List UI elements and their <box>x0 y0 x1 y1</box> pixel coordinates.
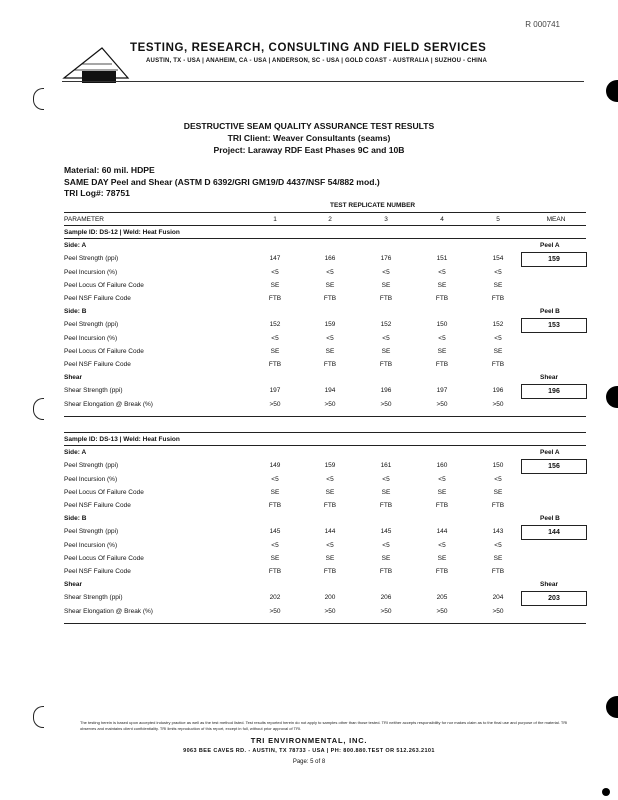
tri-log: TRI Log#: 78751 <box>64 188 130 198</box>
mean-value-box: 159 <box>521 252 587 267</box>
replicate-value: 152 <box>492 321 504 329</box>
replicate-value: FTB <box>379 295 393 302</box>
footer-company: TRI ENVIRONMENTAL, INC. <box>250 736 368 745</box>
replicate-value: 197 <box>436 387 448 395</box>
replicate-value: 176 <box>380 255 392 263</box>
parameter-name: Peel Strength (ppi) <box>64 528 119 536</box>
replicate-value: <5 <box>271 334 279 342</box>
mean-label: Peel B <box>540 308 560 316</box>
replicate-value: 159 <box>324 462 336 470</box>
mean-label: Peel B <box>540 515 560 523</box>
replicate-value: <5 <box>382 334 390 342</box>
mean-label: Shear <box>540 374 559 382</box>
parameter-name: Peel NSF Failure Code <box>64 502 131 509</box>
replicate-value: >50 <box>269 607 281 615</box>
header-rule <box>62 81 584 82</box>
binder-hole-left <box>33 398 44 420</box>
replicate-value: 145 <box>269 528 281 536</box>
parameter-name: Peel Incursion (%) <box>64 475 118 483</box>
replicate-value: <5 <box>438 334 446 342</box>
replicate-value: 149 <box>269 462 281 470</box>
replicate-value: FTB <box>379 502 393 509</box>
replicate-value: SE <box>493 488 503 496</box>
replicate-value: <5 <box>438 541 446 549</box>
replicate-value: SE <box>381 347 391 355</box>
replicate-value: SE <box>381 488 391 496</box>
replicate-value: SE <box>325 281 335 289</box>
replicate-value: <5 <box>382 475 390 483</box>
group-label: Shear <box>64 581 83 589</box>
replicate-value: 160 <box>436 462 448 470</box>
replicate-value: FTB <box>268 295 282 302</box>
replicate-value: FTB <box>323 502 337 509</box>
replicate-value: <5 <box>326 334 334 342</box>
tri-logo <box>62 44 130 84</box>
replicate-value: FTB <box>435 295 449 302</box>
replicate-value: 151 <box>436 255 448 263</box>
replicate-value: SE <box>270 554 280 562</box>
mean-label: Peel A <box>540 242 560 250</box>
replicate-value: <5 <box>271 541 279 549</box>
parameter-name: Peel Locus Of Failure Code <box>64 554 144 562</box>
binder-hole-right <box>606 386 618 408</box>
replicate-value: 206 <box>380 594 392 602</box>
replicate-value: SE <box>325 488 335 496</box>
mean-value-box: 153 <box>521 318 587 333</box>
sample-title: Sample ID: DS-13 | Weld: Heat Fusion <box>64 436 180 443</box>
replicate-value: SE <box>493 281 503 289</box>
replicate-value: FTB <box>491 502 505 509</box>
parameter-name: Peel Incursion (%) <box>64 541 118 549</box>
replicate-value: >50 <box>436 607 448 615</box>
col-header-3: 3 <box>384 216 388 223</box>
col-header-1: 1 <box>273 216 277 223</box>
sample-rule <box>64 238 586 239</box>
replicate-value: >50 <box>492 400 504 408</box>
replicate-value: 202 <box>269 594 281 602</box>
sample-rule <box>64 416 586 417</box>
replicate-value: FTB <box>379 361 393 368</box>
parameter-name: Peel Strength (ppi) <box>64 255 119 263</box>
replicate-value: SE <box>270 281 280 289</box>
group-label: Side: B <box>64 308 87 316</box>
replicate-value: <5 <box>438 475 446 483</box>
replicate-value: FTB <box>268 361 282 368</box>
mean-header: MEAN <box>546 216 566 223</box>
group-label: Side: A <box>64 242 87 250</box>
sample-rule <box>64 445 586 446</box>
replicate-value: 205 <box>436 594 448 602</box>
disclaimer: The testing herein is based upon accepted industry practice as well as the test method listed. Test results reported herein do not apply to samples other than those tested. TRI neither accepts responsibility for nor makes claim as to the final use and purpose of the material. TRI observes and maintains client confidentiality. TRI limits reproduction of this report, except in full, without prior approval of TRI. <box>80 720 568 731</box>
col-header-2: 2 <box>328 216 332 223</box>
company-banner: TESTING, RESEARCH, CONSULTING AND FIELD SERVICES <box>130 42 487 54</box>
replicate-value: FTB <box>435 361 449 368</box>
binder-hole-left <box>33 706 44 728</box>
replicate-value: 150 <box>436 321 448 329</box>
parameter-name: Peel NSF Failure Code <box>64 295 131 302</box>
mean-label: Shear <box>540 581 559 589</box>
replicate-value: <5 <box>494 268 502 276</box>
binder-hole-right <box>606 696 618 718</box>
replicate-value: FTB <box>323 295 337 302</box>
parameter-name: Shear Strength (ppi) <box>64 387 123 395</box>
replicate-value: <5 <box>326 475 334 483</box>
replicate-value: 150 <box>492 462 504 470</box>
group-label: Shear <box>64 374 83 382</box>
replicate-value: 194 <box>324 387 336 395</box>
replicate-value: <5 <box>494 541 502 549</box>
replicate-value: <5 <box>494 475 502 483</box>
replicate-value: FTB <box>435 502 449 509</box>
replicate-value: FTB <box>491 361 505 368</box>
replicate-value: FTB <box>323 361 337 368</box>
parameter-name: Shear Strength (ppi) <box>64 594 123 602</box>
parameter-name: Peel Incursion (%) <box>64 268 118 276</box>
parameter-header: PARAMETER <box>64 216 104 223</box>
replicate-value: 144 <box>324 528 336 536</box>
replicate-value: 196 <box>380 387 392 395</box>
replicate-value: 152 <box>380 321 392 329</box>
replicate-value: 197 <box>269 387 281 395</box>
replicate-value: SE <box>381 281 391 289</box>
replicate-value: SE <box>493 347 503 355</box>
parameter-name: Peel Incursion (%) <box>64 334 118 342</box>
parameter-name: Peel NSF Failure Code <box>64 568 131 575</box>
replicate-value: >50 <box>269 400 281 408</box>
mean-value-box: 196 <box>521 384 587 399</box>
replicate-value: 145 <box>380 528 392 536</box>
parameter-name: Peel NSF Failure Code <box>64 361 131 368</box>
replicate-value: SE <box>437 347 447 355</box>
replicate-value: FTB <box>268 502 282 509</box>
replicate-value: 143 <box>492 528 504 536</box>
replicate-value: SE <box>437 554 447 562</box>
footer-address: 9063 BEE CAVES RD. - AUSTIN, TX 78733 - USA | PH: 800.880.TEST OR 512.263.2101 <box>183 748 435 754</box>
replicate-value: >50 <box>436 400 448 408</box>
replicate-value: SE <box>437 281 447 289</box>
replicate-value: 159 <box>324 321 336 329</box>
mean-value-box: 203 <box>521 591 587 606</box>
replicate-value: FTB <box>379 568 393 575</box>
table-rule <box>64 225 586 226</box>
replicate-value: 200 <box>324 594 336 602</box>
replicate-value: <5 <box>438 268 446 276</box>
replicate-value: SE <box>381 554 391 562</box>
replicate-value: 161 <box>380 462 392 470</box>
mean-value-box: 144 <box>521 525 587 540</box>
replicate-value: 166 <box>324 255 336 263</box>
report-meta <box>64 165 380 200</box>
parameter-name: Peel Locus Of Failure Code <box>64 281 144 289</box>
replicate-value: FTB <box>491 568 505 575</box>
col-header-4: 4 <box>440 216 444 223</box>
replicate-value: SE <box>437 488 447 496</box>
sample-title: Sample ID: DS-12 | Weld: Heat Fusion <box>64 229 180 236</box>
replicate-value: <5 <box>382 541 390 549</box>
group-label: Side: B <box>64 515 87 523</box>
parameter-name: Peel Strength (ppi) <box>64 462 119 470</box>
report-titles <box>0 120 618 156</box>
replicate-value: >50 <box>492 607 504 615</box>
report-client: TRI Client: Weaver Consultants (seams) <box>227 133 391 143</box>
table-rule <box>64 212 586 213</box>
parameter-name: Shear Elongation @ Break (%) <box>64 607 153 615</box>
replicate-value: SE <box>325 347 335 355</box>
binder-hole-left <box>33 88 44 110</box>
replicate-value: 196 <box>492 387 504 395</box>
replicate-value: 144 <box>436 528 448 536</box>
replicate-value: >50 <box>324 400 336 408</box>
replicate-value: <5 <box>326 268 334 276</box>
binder-hole-right <box>606 80 618 102</box>
material: Material: 60 mil. HDPE <box>64 165 155 175</box>
sample-rule <box>64 623 586 624</box>
replicate-value: SE <box>493 554 503 562</box>
group-label: Side: A <box>64 449 87 457</box>
replicate-value: FTB <box>435 568 449 575</box>
replicate-value: 147 <box>269 255 281 263</box>
report-title: DESTRUCTIVE SEAM QUALITY ASSURANCE TEST RESULTS <box>183 121 435 131</box>
office-locations: AUSTIN, TX - USA | ANAHEIM, CA - USA | ANDERSON, SC - USA | GOLD COAST - AUSTRALIA | SUZHOU - CHINA <box>146 58 488 64</box>
col-header-5: 5 <box>496 216 500 223</box>
replicate-value: >50 <box>380 607 392 615</box>
replicate-value: <5 <box>494 334 502 342</box>
replicate-value: >50 <box>324 607 336 615</box>
replicate-header: TEST REPLICATE NUMBER <box>330 202 416 209</box>
replicate-value: SE <box>270 347 280 355</box>
mean-label: Peel A <box>540 449 560 457</box>
test-method: SAME DAY Peel and Shear (ASTM D 6392/GRI GM19/D 4437/NSF 54/882 mod.) <box>64 176 380 187</box>
replicate-value: FTB <box>268 568 282 575</box>
replicate-value: <5 <box>382 268 390 276</box>
replicate-value: 154 <box>492 255 504 263</box>
parameter-name: Shear Elongation @ Break (%) <box>64 400 153 408</box>
page-id: R 000741 <box>525 20 560 29</box>
report-project: Project: Laraway RDF East Phases 9C and 10B <box>213 145 405 155</box>
corner-mark <box>602 788 610 796</box>
replicate-value: 152 <box>269 321 281 329</box>
replicate-value: SE <box>325 554 335 562</box>
parameter-name: Peel Strength (ppi) <box>64 321 119 329</box>
replicate-value: 204 <box>492 594 504 602</box>
replicate-value: <5 <box>271 475 279 483</box>
parameter-name: Peel Locus Of Failure Code <box>64 347 144 355</box>
replicate-value: FTB <box>323 568 337 575</box>
page-number: Page: 5 of 8 <box>292 759 326 765</box>
parameter-name: Peel Locus Of Failure Code <box>64 488 144 496</box>
replicate-value: <5 <box>326 541 334 549</box>
mean-value-box: 156 <box>521 459 587 474</box>
replicate-value: <5 <box>271 268 279 276</box>
replicate-value: FTB <box>491 295 505 302</box>
replicate-value: SE <box>270 488 280 496</box>
sample-rule <box>64 432 586 433</box>
replicate-value: >50 <box>380 400 392 408</box>
